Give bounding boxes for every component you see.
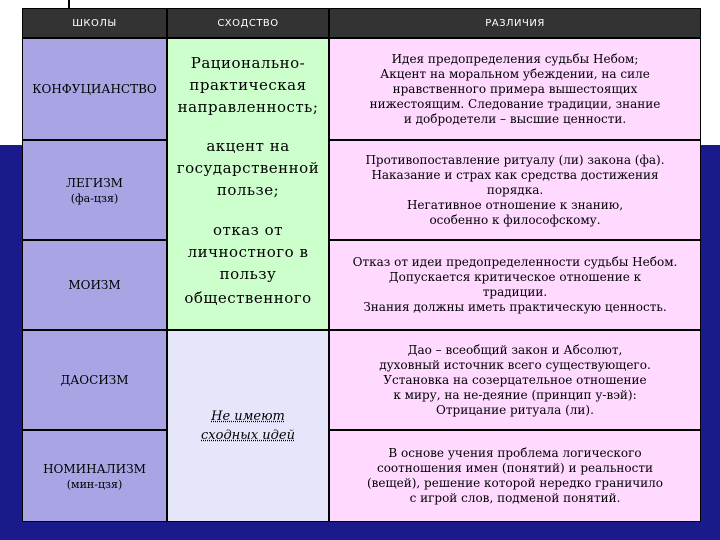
difference-line: Знания должны иметь практическую ценность. xyxy=(363,300,667,314)
difference-line: Дао – всеобщий закон и Абсолют, xyxy=(407,342,623,357)
difference-nominalism xyxy=(329,430,701,522)
similarity-line: направленность; xyxy=(177,98,319,116)
similarity-none-cell xyxy=(167,330,329,522)
difference-line: нижестоящим. Следование традиции, знание xyxy=(369,96,661,111)
similarity-line: пользе; xyxy=(216,181,280,199)
school-confucianism xyxy=(22,38,167,140)
school-name: ДАОСИЗМ xyxy=(60,373,129,387)
difference-line: Негативное отношение к знанию, xyxy=(406,197,624,212)
difference-line: В основе учения проблема логического xyxy=(388,446,642,460)
similarity-line: общественного xyxy=(184,289,312,307)
school-name: МОИЗМ xyxy=(68,278,121,292)
similarity-line: Рационально- xyxy=(190,54,306,72)
school-mohism xyxy=(22,240,167,330)
difference-line: Допускается критическое отношение к xyxy=(388,270,642,284)
difference-line: Противопоставление ритуалу (ли) закона (фа). xyxy=(365,152,665,167)
difference-line: Наказание и страх как средства достижения xyxy=(371,167,659,182)
difference-line: с игрой слов, подменой понятий. xyxy=(409,491,621,505)
similarity-line: практическая xyxy=(189,76,307,94)
school-daoism xyxy=(22,330,167,430)
difference-line: порядка. xyxy=(486,182,544,197)
difference-daoism xyxy=(329,330,701,430)
difference-legalism xyxy=(329,140,701,240)
difference-line: духовный источник всего существующего. xyxy=(379,357,651,372)
similarity-line: личностного в xyxy=(187,243,309,261)
school-nominalism xyxy=(22,430,167,522)
difference-line: и добродетели – высшие ценности. xyxy=(403,111,627,126)
school-subname: (мин-цзя) xyxy=(66,477,123,491)
difference-line: соотношения имен (понятий) и реальности xyxy=(376,461,653,475)
similarity-none-line: сходных идей xyxy=(201,428,295,443)
difference-line: (вещей), решение которой нередко граничило xyxy=(366,476,664,490)
similarity-line: отказ от xyxy=(213,221,283,239)
difference-line: нравственного примера вышестоящих xyxy=(392,81,638,96)
difference-line: к миру, на не-деяние (принцип у-вэй): xyxy=(393,387,637,402)
difference-mohism xyxy=(329,240,701,330)
difference-line: Отрицание ритуала (ли). xyxy=(436,402,594,417)
similarity-line: акцент на xyxy=(206,137,290,155)
header-similarity: СХОДСТВО xyxy=(167,8,329,38)
difference-line: Акцент на моральном убеждении, на силе xyxy=(380,66,650,81)
difference-line: Установка на созерцательное отношение xyxy=(383,372,647,387)
similarity-line: пользу xyxy=(219,265,277,283)
difference-line: особенно к философскому. xyxy=(429,212,601,227)
difference-line: Отказ от идеи предопределенности судьбы Небом. xyxy=(352,255,678,269)
similarity-line: государственной xyxy=(176,159,320,177)
header-differences: РАЗЛИЧИЯ xyxy=(329,8,701,38)
school-name: НОМИНАЛИЗМ xyxy=(43,461,146,476)
school-legalism xyxy=(22,140,167,240)
difference-line: Идея предопределения судьбы Небом; xyxy=(391,51,639,66)
header-schools: ШКОЛЫ xyxy=(22,8,167,38)
school-subname: (фа-цзя) xyxy=(70,191,119,205)
school-name: ЛЕГИЗМ xyxy=(66,175,123,190)
difference-confucianism xyxy=(329,38,701,140)
school-name: КОНФУЦИАНСТВО xyxy=(32,82,157,96)
similarity-none-line: Не имеют xyxy=(211,409,285,424)
difference-line: традиции. xyxy=(482,285,548,299)
